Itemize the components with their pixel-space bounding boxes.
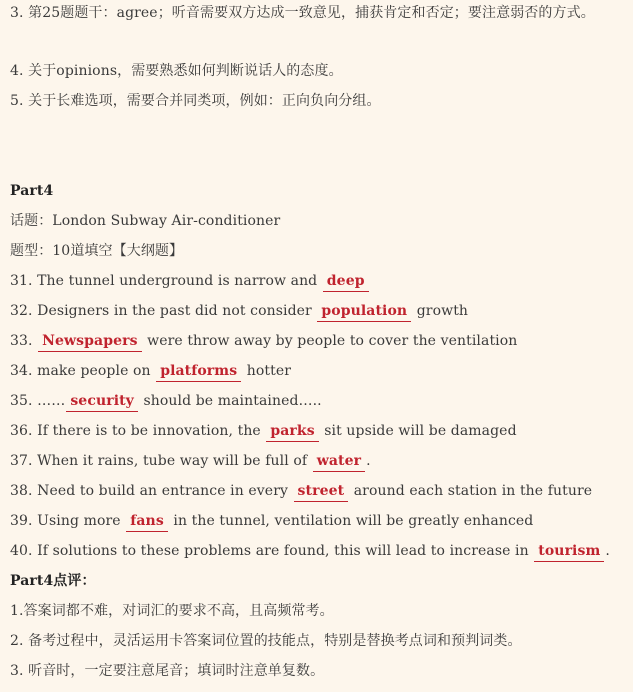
question-33 <box>10 330 625 352</box>
answer-word: street <box>294 482 349 502</box>
question-text: in the tunnel, ventilation will be greatly enhanced <box>168 513 534 529</box>
question-text: around each station in the future <box>349 483 593 499</box>
question-36 <box>10 420 625 442</box>
question-40 <box>10 540 625 562</box>
answer-word: security <box>66 392 138 412</box>
answer-word: tourism <box>534 542 604 562</box>
question-34 <box>10 360 625 382</box>
question-text: 36. If there is to be innovation, the <box>10 423 266 439</box>
review-title: Part4点评： <box>10 573 96 589</box>
question-text: 37. When it rains, tube way will be full of <box>10 453 312 469</box>
question-31 <box>10 270 625 292</box>
question-text: 38. Need to build an entrance in every <box>10 483 293 499</box>
question-text: 39. Using more <box>10 513 126 529</box>
question-type-line: 题型：10道填空【大纲题】 <box>10 243 184 259</box>
answer-word: water <box>313 452 365 472</box>
question-35 <box>10 390 625 412</box>
question-text: 33. <box>10 333 38 349</box>
answer-word: parks <box>266 422 318 442</box>
answer-word: fans <box>126 512 168 532</box>
answer-word: Newspapers <box>38 332 141 352</box>
answer-word: platforms <box>156 362 241 382</box>
question-text: should be maintained….. <box>138 393 322 409</box>
question-text: 34. make people on <box>10 363 156 379</box>
question-text: growth <box>412 303 469 319</box>
question-text: were throw away by people to cover the ventilation <box>142 333 518 349</box>
question-text: . <box>366 453 371 469</box>
question-32 <box>10 300 625 322</box>
question-text: 40. If solutions to these problems are found, this will lead to increase in <box>10 543 534 559</box>
question-text: sit upside will be damaged <box>319 423 517 439</box>
answer-word: deep <box>323 272 369 292</box>
question-text: . <box>605 543 610 559</box>
question-37 <box>10 450 625 472</box>
review-item-1: 1.答案词都不难，对词汇的要求不高，且高频常考。 <box>10 603 334 619</box>
note-item-4: 4. 关于opinions，需要熟悉如何判断说话人的态度。 <box>10 63 343 79</box>
review-item-3: 3. 听音时，一定要注意尾音；填词时注意单复数。 <box>10 663 325 679</box>
answer-word: population <box>317 302 411 322</box>
question-text: hotter <box>242 363 292 379</box>
question-text: 31. The tunnel underground is narrow and <box>10 273 322 289</box>
part-title: Part4 <box>10 183 54 199</box>
topic-line: 话题：London Subway Air-conditioner <box>10 213 281 229</box>
question-text: 35. …… <box>10 393 66 409</box>
note-item-5: 5. 关于长难选项，需要合并同类项，例如：正向负向分组。 <box>10 93 381 109</box>
review-item-2: 2. 备考过程中，灵活运用卡答案词位置的技能点，特别是替换考点词和预判词类。 <box>10 633 522 649</box>
question-text: 32. Designers in the past did not consider <box>10 303 317 319</box>
note-item-3: 3. 第25题题干：agree；听音需要双方达成一致意见，捕获肯定和否定；要注意弱否的方式。 <box>10 5 595 21</box>
question-39 <box>10 510 625 532</box>
question-38 <box>10 480 625 502</box>
